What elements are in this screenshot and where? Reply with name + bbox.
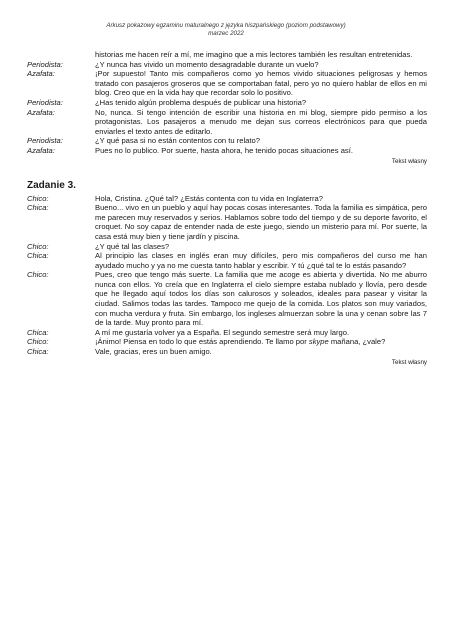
speaker-label: Azafata:: [27, 107, 55, 117]
dialogue-text: ¿Has tenido algún problema después de publicar una historia?: [95, 97, 307, 107]
dialogue-line: [27, 203, 427, 241]
dialogue-text: ¡Por supuesto! Tanto mis compañeros como yo hemos vivido situaciones peligrosas y hemos tratado con pasajeros groseros que se comportaban fatal, pero yo no quiero hablar de ellos en mi blog. Creo que en la vida hay que recordar solo lo positivo.: [95, 69, 427, 98]
speaker-label: Azafata:: [27, 145, 55, 155]
dialogue-line: [27, 242, 427, 252]
skype-word: skype: [308, 337, 329, 347]
dialogue-text: No, nunca. Si tengo intención de escribir una historia en mi blog, siempre pido permiso a los protagonistas. Los pasajeros a menudo me dejan sus correos electrónicos para que pueda enviarles el texto antes de editarlo.: [95, 107, 427, 136]
source-note: Tekst własny: [391, 358, 427, 366]
speaker-label: Periodista:: [27, 59, 63, 69]
speaker-label: Periodista:: [27, 97, 63, 107]
speaker-label: Chico:: [27, 241, 49, 251]
dialogue-line: [27, 270, 427, 328]
dialogue-line: [27, 108, 427, 137]
dialogue-text: Al principio las clases en inglés eran muy difíciles, pero mis compañeros del curso me han ayudado mucho y ya no me cuesta tanto hablar y escribir. Y tú ¿qué tal te lo estás pasando?: [95, 251, 427, 270]
dialogue-text: ¿Y nunca has vivido un momento desagradable durante un vuelo?: [95, 59, 319, 69]
dialogue-line: [27, 337, 427, 347]
speaker-label: Chica:: [27, 251, 49, 261]
speaker-label: Chica:: [27, 203, 49, 213]
dialogue-text: historias me hacen reír a mí, me imagino que a mis lectores también les resultan entretenidas.: [95, 50, 413, 59]
dialogue-line: [27, 347, 427, 357]
section-title: Zadanie 3.: [27, 179, 76, 191]
speaker-label: Chico:: [27, 337, 49, 347]
dialogue-line: [27, 146, 427, 156]
speaker-label: Chica:: [27, 327, 49, 337]
dialogue-text: ¿Y qué pasa si no están contentos con tu relato?: [95, 136, 260, 146]
page-header: [0, 22, 452, 38]
header-title: Arkusz pokazowy egzaminu maturalnego z języka hiszpańskiego (poziom podstawowy): [106, 22, 346, 29]
text-segment: mañana, ¿vale?: [328, 337, 386, 347]
speaker-label: Periodista:: [27, 136, 63, 146]
dialogue-line: [27, 328, 427, 338]
dialogue-text: Bueno... vivo en un pueblo y aquí hay pocas cosas interesantes. Toda la familia es simpática, pero me parecen muy reservados y serios. Hablamos sobre todo del tiempo y de su deporte favorito, el croquet. No soy capaz de entender nada de este juego, siendo un misterio para mí. Por suerte, la casa está muy bien y tiene jardín y piscina.: [95, 203, 427, 241]
dialogue-line: [27, 69, 427, 98]
header-date: marzec 2022: [208, 30, 244, 37]
dialogue-text: ¿Y qué tal las clases?: [95, 241, 170, 251]
speaker-label: Chico:: [27, 193, 49, 203]
text-segment: ¡Ánimo! Piensa en todo lo que estás aprendiendo. Te llamo por: [95, 337, 309, 347]
speaker-label: Chico:: [27, 270, 49, 280]
dialogue-text: Pues, creo que tengo más suerte. La familia que me acoge es abierta y divertida. No me aburro nunca con ellos. Yo creía que en Inglaterra el cielo siempre estaba nublado y llovía, pero desde que he llegado aquí todos los días son calurosos y soleados, ideales para pasear y visitar la ciudad. Salimos todas las tardes. Tampoco me quejo de la comida. Los platos son muy variados, con mucha verdura y fruta. Sin embargo, los ingleses almuerzan sobre la una y cenan sobre las 7 de la tarde. Muy pronto para mí.: [95, 270, 427, 328]
dialogue-line: [27, 194, 427, 204]
dialogue-text: [95, 337, 427, 347]
dialogue-text: Hola, Cristina. ¿Qué tal? ¿Estás contenta con tu vida en Inglaterra?: [95, 193, 323, 203]
source-note: Tekst własny: [391, 157, 427, 165]
dialogue-continuation: [27, 50, 427, 60]
speaker-label: Azafata:: [27, 69, 55, 79]
document-body: [27, 50, 427, 367]
dialogue-text: A mí me gustaría volver ya a España. El segundo semestre será muy largo.: [95, 327, 350, 337]
speaker-label: Chica:: [27, 347, 49, 357]
dialogue-line: [27, 251, 427, 270]
dialogue-text: Pues no lo publico. Por suerte, hasta ahora, he tenido pocas situaciones así.: [95, 145, 353, 155]
dialogue-line: [27, 98, 427, 108]
dialogue-text: Vale, gracias, eres un buen amigo.: [95, 347, 212, 357]
dialogue-line: [27, 60, 427, 70]
dialogue-line: [27, 136, 427, 146]
